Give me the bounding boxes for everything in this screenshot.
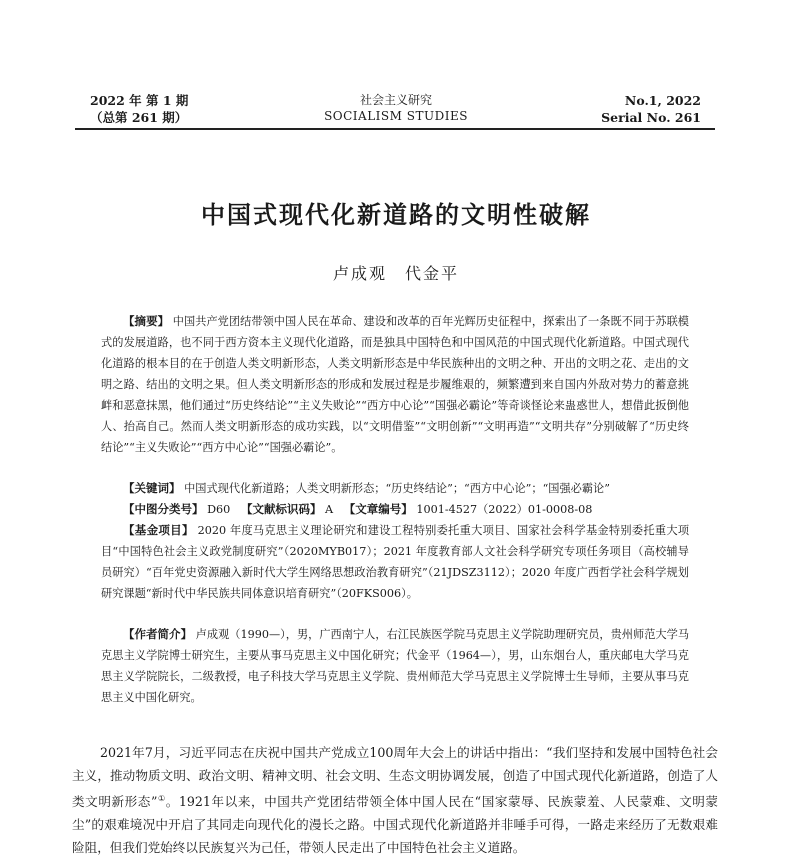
- article-authors: 卢成观 代金平: [332, 264, 459, 283]
- article-number-value: 1001-4527（2022）01-0008-08: [416, 503, 593, 516]
- journal-name-cn: 社会主义研究: [359, 93, 432, 107]
- body-paragraph: [72, 741, 718, 859]
- header-rule: [75, 128, 715, 130]
- serial-number-en: Serial No. 261: [601, 110, 701, 125]
- keywords-label: 【关键词】: [123, 481, 181, 495]
- clc-value: D60: [207, 503, 231, 516]
- keywords-text: 中国式现代化新道路；人类文明新形态；“历史终结论”；“西方中心论”；“国强必霸论”: [184, 482, 610, 495]
- classification: [101, 499, 689, 520]
- serial-number-cn: （总第 261 期）: [90, 110, 188, 125]
- abstract-label: 【摘要】: [123, 314, 170, 328]
- doc-code-value: A: [325, 503, 334, 516]
- issue-number-en: No.1, 2022: [624, 93, 701, 108]
- footnote-mark[interactable]: ①: [157, 794, 166, 803]
- funding: [101, 520, 689, 604]
- body-paragraph-part1: 2021年7月，习近平同志在庆祝中国共产党成立100周年大会上的讲话中指出：“我们坚持和发展中国特色社会主义，推动物质文明、政治文明、精神文明、社会文明、生态文明协调发展，创造了中国式现代化新道路，创造了人类文明新形态”: [72, 745, 718, 810]
- body-paragraph-part2: 。1921年以来，中国共产党团结带领全体中国人民在“国家蒙辱、民族蒙羞、人民蒙难、文明蒙尘”的艰难境况中开启了其同走向现代化的漫长之路。中国式现代化新道路并非唾手可得，一路走来经历了无数艰难险阻，但我们党始终以民族复兴为己任，带领人民走出了中国特色社会主义道路。: [72, 794, 718, 856]
- doc-code-label: 【文献标识码】: [240, 502, 322, 516]
- abstract-text: 中国共产党团结带领中国人民在革命、建设和改革的百年光辉历史征程中，探索出了一条既不同于苏联模式的发展道路，也不同于西方资本主义现代化道路，而是独具中国特色和中国风范的中国式现代化新道路。中国式现代化道路的根本目的在于创造人类文明新形态，人类文明新形态是中华民族种出的文明之种、开出的文明之花、走出的文明之路、结出的文明之果。但人类文明新形态的形成和发展过程是步履维艰的，频繁遭到来自国内外敌对势力的蓄意挑衅和恶意抹黑，他们通过“历史终结论”“主义失败论”“西方中心论”“国强必霸论”等奇谈怪论来蛊惑世人，想借此扳倒他人、抬高自己。然而人类文明新形态的成功实践，以“文明借鉴”“文明创新”“文明再造”“文明共存”分别破解了“历史终结论”“主义失败论”“西方中心论”“国强必霸论”。: [101, 315, 689, 454]
- author-info-label: 【作者简介】: [123, 627, 193, 641]
- author-info: [101, 624, 689, 708]
- article-number-label: 【文章编号】: [343, 502, 413, 516]
- funding-label: 【基金项目】: [123, 523, 194, 537]
- journal-name-en: SOCIALISM STUDIES: [324, 109, 468, 123]
- header-serial-block: [601, 92, 701, 126]
- abstract: [101, 311, 689, 458]
- article-title: 中国式现代化新道路的文明性破解: [201, 201, 591, 229]
- clc-label: 【中图分类号】: [123, 502, 204, 516]
- author-info-text: 卢成观（1990—），男，广西南宁人，右江民族医学院马克思主义学院助理研究员，贵州师范大学马克思主义学院博士研究生，主要从事马克思主义中国化研究；代金平（1964—），男，山东烟台人，重庆邮电大学马克思主义学院院长，二级教授，电子科技大学马克思主义学院、贵州师范大学马克思主义学院博士生导师，主要从事马克思主义中国化研究。: [101, 628, 690, 704]
- issue-number-cn: 2022 年 第 1 期: [90, 93, 189, 108]
- keywords: [101, 478, 689, 499]
- funding-text: 2020 年度马克思主义理论研究和建设工程特别委托重大项目、国家社会科学基金特别委托重大项目“中国特色社会主义政党制度研究”（2020MYB017）；2021 年度教育部人文社会科学研究专项任务项目（高校辅导员研究）“百年党史资源融入新时代大学生网络思想政治教育研究”（21JDSZ3112）；2020 年度广西哲学社会科学规划研究课题“新时代中华民族共同体意识培育研究”（20FKS006）。: [101, 524, 690, 600]
